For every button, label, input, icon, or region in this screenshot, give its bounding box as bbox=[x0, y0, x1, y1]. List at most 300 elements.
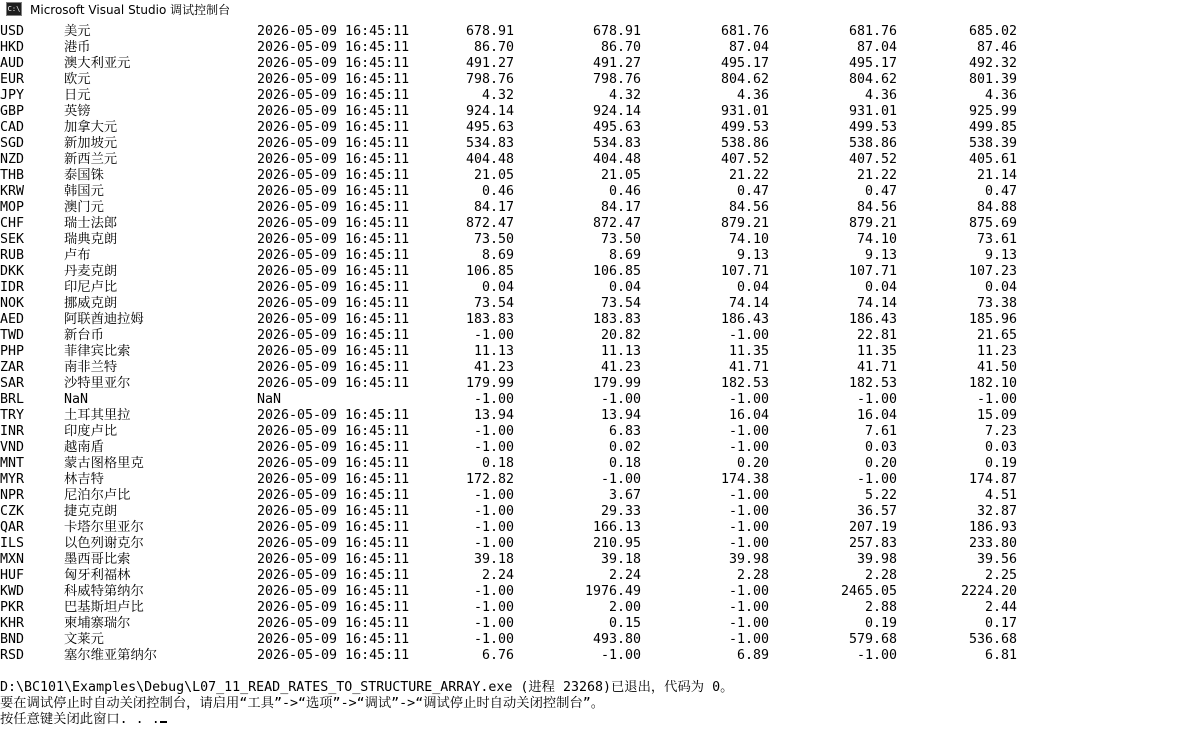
rate-value-5: 21.65 bbox=[976, 328, 1017, 343]
rate-value-4: 879.21 bbox=[848, 216, 897, 231]
rate-value-1: 872.47 bbox=[465, 216, 514, 231]
currency-code: NPR bbox=[0, 488, 25, 503]
rate-value-4: 0.20 bbox=[864, 456, 897, 471]
rate-value-4: 499.53 bbox=[848, 120, 897, 135]
rate-value-3: -1.00 bbox=[728, 392, 769, 407]
timestamp: 2026-05-09 16:45:11 bbox=[257, 488, 410, 503]
table-row bbox=[0, 552, 1200, 568]
rate-value-1: 41.23 bbox=[473, 360, 514, 375]
timestamp: 2026-05-09 16:45:11 bbox=[257, 200, 410, 215]
rate-value-5: 875.69 bbox=[968, 216, 1017, 231]
rate-value-3: 0.20 bbox=[736, 456, 769, 471]
timestamp: 2026-05-09 16:45:11 bbox=[257, 264, 410, 279]
rate-value-1: -1.00 bbox=[473, 504, 514, 519]
rate-value-5: 0.03 bbox=[984, 440, 1017, 455]
timestamp: 2026-05-09 16:45:11 bbox=[257, 424, 410, 439]
timestamp: 2026-05-09 16:45:11 bbox=[257, 536, 410, 551]
rate-value-2: 0.02 bbox=[608, 440, 641, 455]
rate-value-3: -1.00 bbox=[728, 600, 769, 615]
rate-value-1: 534.83 bbox=[465, 136, 514, 151]
rate-value-2: 2.00 bbox=[608, 600, 641, 615]
table-row bbox=[0, 40, 1200, 56]
rate-value-1: 678.91 bbox=[465, 24, 514, 39]
currency-code: RUB bbox=[0, 248, 25, 263]
currency-code: THB bbox=[0, 168, 25, 183]
table-row bbox=[0, 472, 1200, 488]
currency-code: USD bbox=[0, 24, 25, 39]
rate-value-3: 9.13 bbox=[736, 248, 769, 263]
currency-name: 新西兰元 bbox=[64, 152, 118, 167]
currency-name: 阿联酋迪拉姆 bbox=[64, 312, 144, 327]
table-row bbox=[0, 120, 1200, 136]
currency-code: MXN bbox=[0, 552, 25, 567]
currency-name: 卢布 bbox=[64, 248, 91, 263]
currency-name: 柬埔寨瑞尔 bbox=[64, 616, 131, 631]
title-bar[interactable] bbox=[0, 0, 1200, 18]
currency-code: ILS bbox=[0, 536, 25, 551]
rate-value-4: 7.61 bbox=[864, 424, 897, 439]
rate-value-2: 86.70 bbox=[600, 40, 641, 55]
rate-value-2: 166.13 bbox=[592, 520, 641, 535]
rate-value-2: 20.82 bbox=[600, 328, 641, 343]
rate-value-5: 185.96 bbox=[968, 312, 1017, 327]
rate-value-5: 801.39 bbox=[968, 72, 1017, 87]
rate-value-2: 0.18 bbox=[608, 456, 641, 471]
rate-value-1: 495.63 bbox=[465, 120, 514, 135]
currency-code: SGD bbox=[0, 136, 25, 151]
currency-name: 印度卢比 bbox=[64, 424, 118, 439]
timestamp: 2026-05-09 16:45:11 bbox=[257, 408, 410, 423]
rate-value-3: 16.04 bbox=[728, 408, 769, 423]
rate-value-3: 499.53 bbox=[720, 120, 769, 135]
currency-name: 以色列谢克尔 bbox=[64, 536, 144, 551]
rate-value-4: 579.68 bbox=[848, 632, 897, 647]
rate-value-3: 681.76 bbox=[720, 24, 769, 39]
rate-value-1: 4.32 bbox=[481, 88, 514, 103]
rate-value-3: -1.00 bbox=[728, 616, 769, 631]
press-any-key-prompt bbox=[0, 712, 1200, 728]
currency-code: PHP bbox=[0, 344, 25, 359]
rate-value-4: 39.98 bbox=[856, 552, 897, 567]
auto-close-hint: 要在调试停止时自动关闭控制台，请启用“工具”->“选项”->“调试”->“调试停止时自动关闭控制台”。 bbox=[0, 696, 605, 711]
rate-value-4: 11.35 bbox=[856, 344, 897, 359]
currency-name: 澳大利亚元 bbox=[64, 56, 131, 71]
currency-code: CAD bbox=[0, 120, 25, 135]
rate-value-3: 11.35 bbox=[728, 344, 769, 359]
currency-name: 捷克克朗 bbox=[64, 504, 118, 519]
rate-value-3: -1.00 bbox=[728, 504, 769, 519]
rate-value-3: 41.71 bbox=[728, 360, 769, 375]
currency-name: NaN bbox=[64, 392, 89, 407]
exit-messages bbox=[0, 680, 1200, 728]
rate-value-3: 931.01 bbox=[720, 104, 769, 119]
rate-value-1: -1.00 bbox=[473, 440, 514, 455]
currency-name: 英镑 bbox=[64, 104, 91, 119]
table-row bbox=[0, 584, 1200, 600]
rate-value-5: 538.39 bbox=[968, 136, 1017, 151]
rate-value-5: 174.87 bbox=[968, 472, 1017, 487]
rate-value-1: 924.14 bbox=[465, 104, 514, 119]
currency-name: 港币 bbox=[64, 40, 91, 55]
rate-value-2: 11.13 bbox=[600, 344, 641, 359]
timestamp: 2026-05-09 16:45:11 bbox=[257, 584, 410, 599]
currency-name: 越南盾 bbox=[64, 440, 104, 455]
rate-value-1: 404.48 bbox=[465, 152, 514, 167]
rate-value-2: 8.69 bbox=[608, 248, 641, 263]
rate-value-3: 74.10 bbox=[728, 232, 769, 247]
rate-value-3: -1.00 bbox=[728, 328, 769, 343]
timestamp: 2026-05-09 16:45:11 bbox=[257, 40, 410, 55]
table-row bbox=[0, 616, 1200, 632]
currency-code: KWD bbox=[0, 584, 25, 599]
currency-name: 日元 bbox=[64, 88, 91, 103]
currency-code: RSD bbox=[0, 648, 25, 663]
rate-value-5: 87.46 bbox=[976, 40, 1017, 55]
rate-value-1: -1.00 bbox=[473, 424, 514, 439]
rate-value-4: 257.83 bbox=[848, 536, 897, 551]
timestamp: 2026-05-09 16:45:11 bbox=[257, 152, 410, 167]
rate-value-1: -1.00 bbox=[473, 616, 514, 631]
rate-value-4: 16.04 bbox=[856, 408, 897, 423]
currency-code: QAR bbox=[0, 520, 25, 535]
currency-name: 美元 bbox=[64, 24, 91, 39]
rate-value-4: 0.47 bbox=[864, 184, 897, 199]
currency-name: 韩国元 bbox=[64, 184, 104, 199]
rate-value-5: 2.25 bbox=[984, 568, 1017, 583]
table-row bbox=[0, 88, 1200, 104]
timestamp: 2026-05-09 16:45:11 bbox=[257, 520, 410, 535]
rate-value-1: -1.00 bbox=[473, 520, 514, 535]
rate-value-4: 2.28 bbox=[864, 568, 897, 583]
rate-value-2: 41.23 bbox=[600, 360, 641, 375]
rate-value-1: 21.05 bbox=[473, 168, 514, 183]
timestamp: 2026-05-09 16:45:11 bbox=[257, 376, 410, 391]
rate-value-5: 0.17 bbox=[984, 616, 1017, 631]
currency-name: 瑞典克朗 bbox=[64, 232, 118, 247]
rate-value-4: 74.10 bbox=[856, 232, 897, 247]
table-row bbox=[0, 440, 1200, 456]
currency-code: BND bbox=[0, 632, 25, 647]
rate-value-4: 107.71 bbox=[848, 264, 897, 279]
timestamp: 2026-05-09 16:45:11 bbox=[257, 504, 410, 519]
rate-value-2: 179.99 bbox=[592, 376, 641, 391]
table-row bbox=[0, 200, 1200, 216]
rate-value-5: 4.51 bbox=[984, 488, 1017, 503]
rate-value-5: 7.23 bbox=[984, 424, 1017, 439]
timestamp: 2026-05-09 16:45:11 bbox=[257, 472, 410, 487]
table-row bbox=[0, 392, 1200, 408]
currency-code: SAR bbox=[0, 376, 25, 391]
table-row bbox=[0, 648, 1200, 664]
rate-value-5: 536.68 bbox=[968, 632, 1017, 647]
rate-value-3: -1.00 bbox=[728, 424, 769, 439]
currency-code: VND bbox=[0, 440, 25, 455]
rate-value-5: 73.61 bbox=[976, 232, 1017, 247]
rate-value-3: -1.00 bbox=[728, 440, 769, 455]
rate-value-5: 41.50 bbox=[976, 360, 1017, 375]
rate-value-2: 404.48 bbox=[592, 152, 641, 167]
rate-value-1: 0.46 bbox=[481, 184, 514, 199]
rate-value-3: 804.62 bbox=[720, 72, 769, 87]
currency-code: SEK bbox=[0, 232, 25, 247]
rate-value-1: 798.76 bbox=[465, 72, 514, 87]
rate-value-1: 13.94 bbox=[473, 408, 514, 423]
currency-name: 南非兰特 bbox=[64, 360, 118, 375]
currency-code: MYR bbox=[0, 472, 25, 487]
rate-value-2: 21.05 bbox=[600, 168, 641, 183]
rate-value-4: 0.19 bbox=[864, 616, 897, 631]
currency-name: 加拿大元 bbox=[64, 120, 118, 135]
rate-value-4: -1.00 bbox=[856, 648, 897, 663]
currency-name: 印尼卢比 bbox=[64, 280, 118, 295]
currency-code: MOP bbox=[0, 200, 25, 215]
currency-name: 新加坡元 bbox=[64, 136, 118, 151]
rate-value-3: 4.36 bbox=[736, 88, 769, 103]
rate-value-2: 2.24 bbox=[608, 568, 641, 583]
rate-value-4: 87.04 bbox=[856, 40, 897, 55]
rate-value-4: 21.22 bbox=[856, 168, 897, 183]
rate-value-3: -1.00 bbox=[728, 536, 769, 551]
rate-value-5: 186.93 bbox=[968, 520, 1017, 535]
rate-value-4: 2465.05 bbox=[840, 584, 897, 599]
table-row bbox=[0, 408, 1200, 424]
currency-code: ZAR bbox=[0, 360, 25, 375]
rate-value-4: 5.22 bbox=[864, 488, 897, 503]
currency-code: TWD bbox=[0, 328, 25, 343]
rate-value-2: 3.67 bbox=[608, 488, 641, 503]
table-row bbox=[0, 312, 1200, 328]
rate-value-2: 183.83 bbox=[592, 312, 641, 327]
rate-value-2: 0.04 bbox=[608, 280, 641, 295]
timestamp: 2026-05-09 16:45:11 bbox=[257, 120, 410, 135]
table-row bbox=[0, 488, 1200, 504]
rate-value-3: 879.21 bbox=[720, 216, 769, 231]
currency-name: 蒙古图格里克 bbox=[64, 456, 144, 471]
timestamp: 2026-05-09 16:45:11 bbox=[257, 344, 410, 359]
rate-value-3: 495.17 bbox=[720, 56, 769, 71]
rate-value-4: 2.88 bbox=[864, 600, 897, 615]
rate-value-2: 872.47 bbox=[592, 216, 641, 231]
currency-code: HKD bbox=[0, 40, 25, 55]
currency-name: 文莱元 bbox=[64, 632, 104, 647]
currency-code: NZD bbox=[0, 152, 25, 167]
rate-value-3: 84.56 bbox=[728, 200, 769, 215]
rate-value-4: 41.71 bbox=[856, 360, 897, 375]
timestamp: 2026-05-09 16:45:11 bbox=[257, 184, 410, 199]
rate-value-2: 534.83 bbox=[592, 136, 641, 151]
exit-message: D:\BC101\Examples\Debug\L07_11_READ_RATES_TO_STRUCTURE_ARRAY.exe (进程 23268)已退出，代码为 0。 bbox=[0, 680, 734, 695]
timestamp: 2026-05-09 16:45:11 bbox=[257, 168, 410, 183]
timestamp: 2026-05-09 16:45:11 bbox=[257, 56, 410, 71]
currency-name: 尼泊尔卢比 bbox=[64, 488, 131, 503]
table-row bbox=[0, 168, 1200, 184]
rate-value-2: -1.00 bbox=[600, 472, 641, 487]
rate-value-5: 4.36 bbox=[984, 88, 1017, 103]
rate-value-1: 11.13 bbox=[473, 344, 514, 359]
table-row bbox=[0, 232, 1200, 248]
table-row bbox=[0, 152, 1200, 168]
rate-value-2: 29.33 bbox=[600, 504, 641, 519]
currency-name: 菲律宾比索 bbox=[64, 344, 131, 359]
timestamp: 2026-05-09 16:45:11 bbox=[257, 72, 410, 87]
rates-table bbox=[0, 24, 1200, 664]
rate-value-2: 210.95 bbox=[592, 536, 641, 551]
rate-value-4: 4.36 bbox=[864, 88, 897, 103]
rate-value-2: 4.32 bbox=[608, 88, 641, 103]
table-row bbox=[0, 600, 1200, 616]
timestamp: 2026-05-09 16:45:11 bbox=[257, 248, 410, 263]
currency-name: 挪威克朗 bbox=[64, 296, 118, 311]
table-row bbox=[0, 424, 1200, 440]
rate-value-1: 106.85 bbox=[465, 264, 514, 279]
timestamp: 2026-05-09 16:45:11 bbox=[257, 88, 410, 103]
table-row bbox=[0, 136, 1200, 152]
timestamp: 2026-05-09 16:45:11 bbox=[257, 24, 410, 39]
rate-value-4: 804.62 bbox=[848, 72, 897, 87]
rate-value-4: 0.04 bbox=[864, 280, 897, 295]
currency-name: 卡塔尔里亚尔 bbox=[64, 520, 144, 535]
timestamp: 2026-05-09 16:45:11 bbox=[257, 616, 410, 631]
rate-value-5: 499.85 bbox=[968, 120, 1017, 135]
table-row bbox=[0, 520, 1200, 536]
rate-value-1: 491.27 bbox=[465, 56, 514, 71]
currency-name: 林吉特 bbox=[64, 472, 104, 487]
table-row bbox=[0, 376, 1200, 392]
rate-value-5: 39.56 bbox=[976, 552, 1017, 567]
rate-value-4: 84.56 bbox=[856, 200, 897, 215]
rate-value-5: 2.44 bbox=[984, 600, 1017, 615]
table-row bbox=[0, 216, 1200, 232]
rate-value-3: 174.38 bbox=[720, 472, 769, 487]
rate-value-2: 491.27 bbox=[592, 56, 641, 71]
rate-value-2: 39.18 bbox=[600, 552, 641, 567]
rate-value-3: -1.00 bbox=[728, 632, 769, 647]
rate-value-2: 73.50 bbox=[600, 232, 641, 247]
currency-code: BRL bbox=[0, 392, 25, 407]
rate-value-4: 495.17 bbox=[848, 56, 897, 71]
table-row bbox=[0, 248, 1200, 264]
rate-value-1: -1.00 bbox=[473, 632, 514, 647]
table-row bbox=[0, 328, 1200, 344]
rate-value-3: 21.22 bbox=[728, 168, 769, 183]
currency-code: HUF bbox=[0, 568, 25, 583]
rate-value-3: 407.52 bbox=[720, 152, 769, 167]
timestamp: 2026-05-09 16:45:11 bbox=[257, 456, 410, 471]
rate-value-2: 678.91 bbox=[592, 24, 641, 39]
rate-value-1: -1.00 bbox=[473, 392, 514, 407]
timestamp: 2026-05-09 16:45:11 bbox=[257, 328, 410, 343]
rate-value-4: -1.00 bbox=[856, 392, 897, 407]
currency-code: CZK bbox=[0, 504, 25, 519]
timestamp: 2026-05-09 16:45:11 bbox=[257, 440, 410, 455]
rate-value-5: 73.38 bbox=[976, 296, 1017, 311]
rate-value-2: 6.83 bbox=[608, 424, 641, 439]
rate-value-3: 6.89 bbox=[736, 648, 769, 663]
rate-value-1: 172.82 bbox=[465, 472, 514, 487]
rate-value-5: 6.81 bbox=[984, 648, 1017, 663]
rate-value-2: 0.46 bbox=[608, 184, 641, 199]
currency-code: MNT bbox=[0, 456, 25, 471]
timestamp: 2026-05-09 16:45:11 bbox=[257, 600, 410, 615]
table-row bbox=[0, 504, 1200, 520]
rate-value-3: 538.86 bbox=[720, 136, 769, 151]
timestamp: 2026-05-09 16:45:11 bbox=[257, 232, 410, 247]
rate-value-3: -1.00 bbox=[728, 488, 769, 503]
rate-value-1: -1.00 bbox=[473, 584, 514, 599]
currency-code: KHR bbox=[0, 616, 25, 631]
rate-value-4: 207.19 bbox=[848, 520, 897, 535]
timestamp: 2026-05-09 16:45:11 bbox=[257, 632, 410, 647]
rate-value-4: 0.03 bbox=[864, 440, 897, 455]
rate-value-4: 186.43 bbox=[848, 312, 897, 327]
currency-name: 巴基斯坦卢比 bbox=[64, 600, 144, 615]
rate-value-4: 407.52 bbox=[848, 152, 897, 167]
table-row bbox=[0, 280, 1200, 296]
currency-name: 瑞士法郎 bbox=[64, 216, 118, 231]
table-row bbox=[0, 264, 1200, 280]
rate-value-1: 8.69 bbox=[481, 248, 514, 263]
rate-value-2: 84.17 bbox=[600, 200, 641, 215]
rate-value-1: -1.00 bbox=[473, 488, 514, 503]
table-row bbox=[0, 344, 1200, 360]
rate-value-3: 39.98 bbox=[728, 552, 769, 567]
currency-code: NOK bbox=[0, 296, 25, 311]
rate-value-5: 0.19 bbox=[984, 456, 1017, 471]
rate-value-3: 0.47 bbox=[736, 184, 769, 199]
rate-value-1: 73.50 bbox=[473, 232, 514, 247]
currency-name: 沙特里亚尔 bbox=[64, 376, 131, 391]
window-title: Microsoft Visual Studio 调试控制台 bbox=[30, 2, 231, 17]
currency-code: AED bbox=[0, 312, 25, 327]
rate-value-4: 931.01 bbox=[848, 104, 897, 119]
timestamp: 2026-05-09 16:45:11 bbox=[257, 104, 410, 119]
rate-value-1: 183.83 bbox=[465, 312, 514, 327]
rate-value-1: 2.24 bbox=[481, 568, 514, 583]
timestamp: 2026-05-09 16:45:11 bbox=[257, 360, 410, 375]
rate-value-1: -1.00 bbox=[473, 600, 514, 615]
rate-value-3: 182.53 bbox=[720, 376, 769, 391]
rate-value-5: 2224.20 bbox=[960, 584, 1017, 599]
rate-value-1: 0.04 bbox=[481, 280, 514, 295]
rate-value-2: 0.15 bbox=[608, 616, 641, 631]
timestamp: 2026-05-09 16:45:11 bbox=[257, 136, 410, 151]
table-row bbox=[0, 104, 1200, 120]
rate-value-5: 492.32 bbox=[968, 56, 1017, 71]
rate-value-2: 493.80 bbox=[592, 632, 641, 647]
rate-value-4: 74.14 bbox=[856, 296, 897, 311]
rate-value-3: 74.14 bbox=[728, 296, 769, 311]
text-cursor bbox=[160, 721, 167, 723]
table-row bbox=[0, 72, 1200, 88]
currency-code: KRW bbox=[0, 184, 25, 199]
currency-code: CHF bbox=[0, 216, 25, 231]
rate-value-1: -1.00 bbox=[473, 328, 514, 343]
console-output[interactable] bbox=[0, 24, 1200, 743]
rate-value-4: -1.00 bbox=[856, 472, 897, 487]
timestamp: 2026-05-09 16:45:11 bbox=[257, 296, 410, 311]
rate-value-5: 84.88 bbox=[976, 200, 1017, 215]
currency-code: EUR bbox=[0, 72, 25, 87]
currency-name: 泰国铢 bbox=[64, 168, 104, 183]
rate-value-2: 106.85 bbox=[592, 264, 641, 279]
currency-code: GBP bbox=[0, 104, 25, 119]
currency-code: PKR bbox=[0, 600, 25, 615]
rate-value-5: 15.09 bbox=[976, 408, 1017, 423]
currency-name: 新台币 bbox=[64, 328, 104, 343]
currency-code: DKK bbox=[0, 264, 25, 279]
rate-value-3: 186.43 bbox=[720, 312, 769, 327]
timestamp: NaN bbox=[257, 392, 282, 407]
